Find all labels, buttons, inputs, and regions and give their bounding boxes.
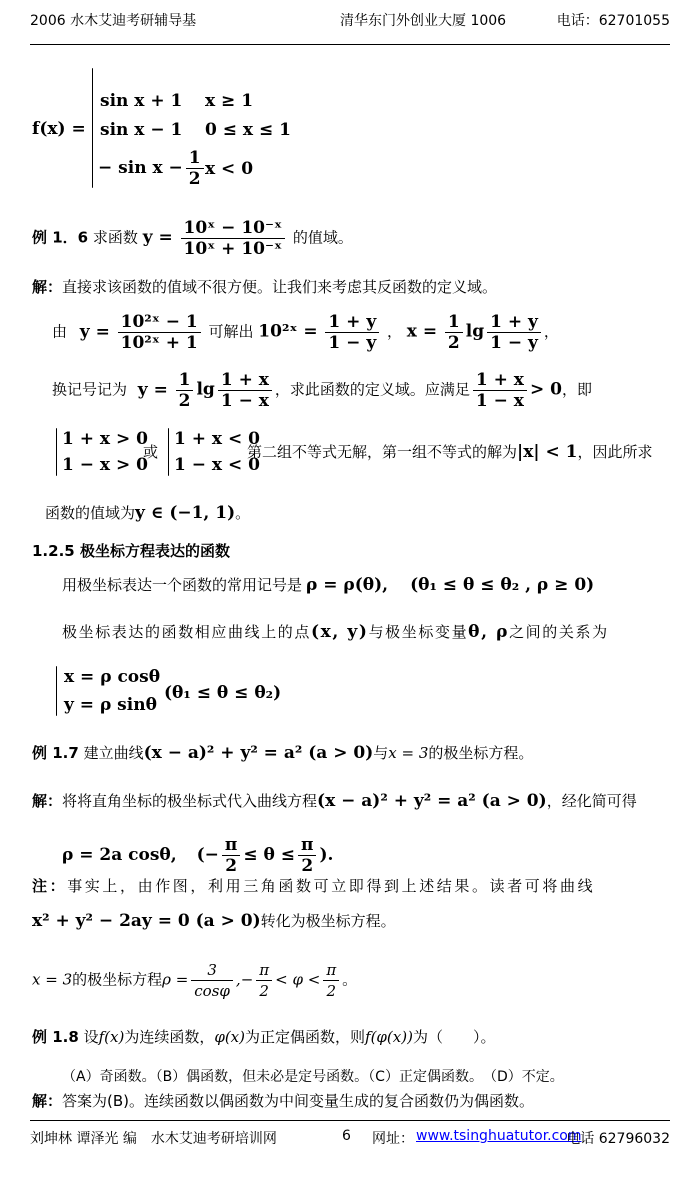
- footer-rule: [30, 1120, 670, 1121]
- header-left: 2006 水木艾迪考研辅导基: [30, 13, 197, 29]
- piecewise-lhs: f(x) =: [32, 119, 86, 139]
- piecewise-brace: [92, 68, 93, 188]
- range-conclusion: 函数的值域为y ∈ (−1, 1)。: [45, 503, 251, 523]
- piecewise-row2-cond: 0 ≤ x ≤ 1: [205, 120, 291, 140]
- piecewise-row3-expr: − sin x − $\frac{1}{2}$: [98, 148, 207, 189]
- example-1-6: 例 1．6 求函数 y = $\frac{\text{10ˣ − 10⁻ˣ}}{\text{10ˣ + 10⁻ˣ}}$ 的值域。: [32, 218, 353, 259]
- footer-authors: 刘坤林 谭泽光 编 水木艾迪考研培训网: [30, 1131, 277, 1147]
- polar-relation: 极坐标表达的函数相应曲线上的点(x, y)与极坐标变量θ, ρ之间的关系为: [62, 622, 609, 642]
- example-label: 例 1．6: [32, 228, 89, 247]
- page-footer: [30, 1128, 670, 1152]
- page-number: 6: [342, 1128, 351, 1144]
- page-header: [30, 10, 670, 34]
- options-line: （A）奇函数。（B）偶函数，但未必是定号函数。（C）正定偶函数。 （D）不定。: [62, 1069, 564, 1085]
- note-line-1: 注：事实上，由作图，利用三角函数可立即得到上述结果。读者可将曲线: [32, 877, 596, 895]
- header-rule: [30, 44, 670, 45]
- x3-polar-equation: x = 3的极坐标方程ρ = $\frac{3}{\cos\varphi}$ ,− $\frac{\pi}{2}$ < φ < $\frac{\pi}{2}$ 。: [32, 961, 358, 1000]
- piecewise-row1-expr: sin x + 1: [100, 91, 183, 111]
- solution-1-7: 解：将将直角坐标的极坐标式代入曲线方程(x − a)² + y² = a² (a > 0)，经化简可得: [32, 791, 637, 811]
- header-center: 清华东门外创业大厦 1006: [340, 13, 507, 29]
- solution-1-6: 解：直接求该函数的值域不很方便。让我们来考虑其反函数的定义域。: [32, 278, 498, 296]
- note-line-2: x² + y² − 2ay = 0 (a > 0)转化为极坐标方程。: [32, 911, 396, 931]
- piecewise-row3-cond: x < 0: [205, 159, 254, 179]
- piecewise-row1-cond: x ≥ 1: [205, 91, 254, 111]
- footer-site-label: 网址：: [372, 1131, 414, 1147]
- header-right: 电话：62701055: [556, 13, 670, 29]
- section-1-2-5: 1.2.5 极坐标方程表达的函数: [32, 542, 230, 560]
- footer-site-link[interactable]: www.tsinghuatutor.com: [416, 1128, 582, 1144]
- polar-notation: 用极坐标表达一个函数的常用记号是 ρ = ρ(θ), (θ₁ ≤ θ ≤ θ₂ , ρ ≥ 0): [62, 575, 595, 595]
- example-1-8: 例 1.8 设f(x)为连续函数，φ(x)为正定偶函数，则f(φ(x))为（ ）。: [32, 1028, 496, 1046]
- inverse-derivation: 由 y = $\frac{\text{10²ˣ − 1}}{\text{10²ˣ + 1}}$ 可解出 10²ˣ = $\frac{1 + y}{1 - y}$ ， x = $\frac{1}{2}$ lg $\frac{1 + y}{1 - y}$ ，: [52, 312, 559, 353]
- footer-phone: 电话 62796032: [566, 1131, 670, 1147]
- solution-1-8: 解：答案为(B)。连续函数以偶函数为中间变量生成的复合函数仍为偶函数。: [32, 1092, 535, 1110]
- rename-line: 换记号记为 y = $\frac{1}{2}$ lg $\frac{1 + x}{1 - x}$ ，求此函数的定义域。应满足 $\frac{1 + x}{1 - x}$ > 0，即: [52, 370, 592, 411]
- example-1-7: 例 1.7 建立曲线(x − a)² + y² = a² (a > 0)与x = 3的极坐标方程。: [32, 743, 534, 763]
- piecewise-row2-expr: sin x − 1: [100, 120, 183, 140]
- rho-result: ρ = 2a cosθ, (− $\frac{\pi}{2}$ ≤ θ ≤ $\frac{\pi}{2}$ ).: [62, 835, 334, 876]
